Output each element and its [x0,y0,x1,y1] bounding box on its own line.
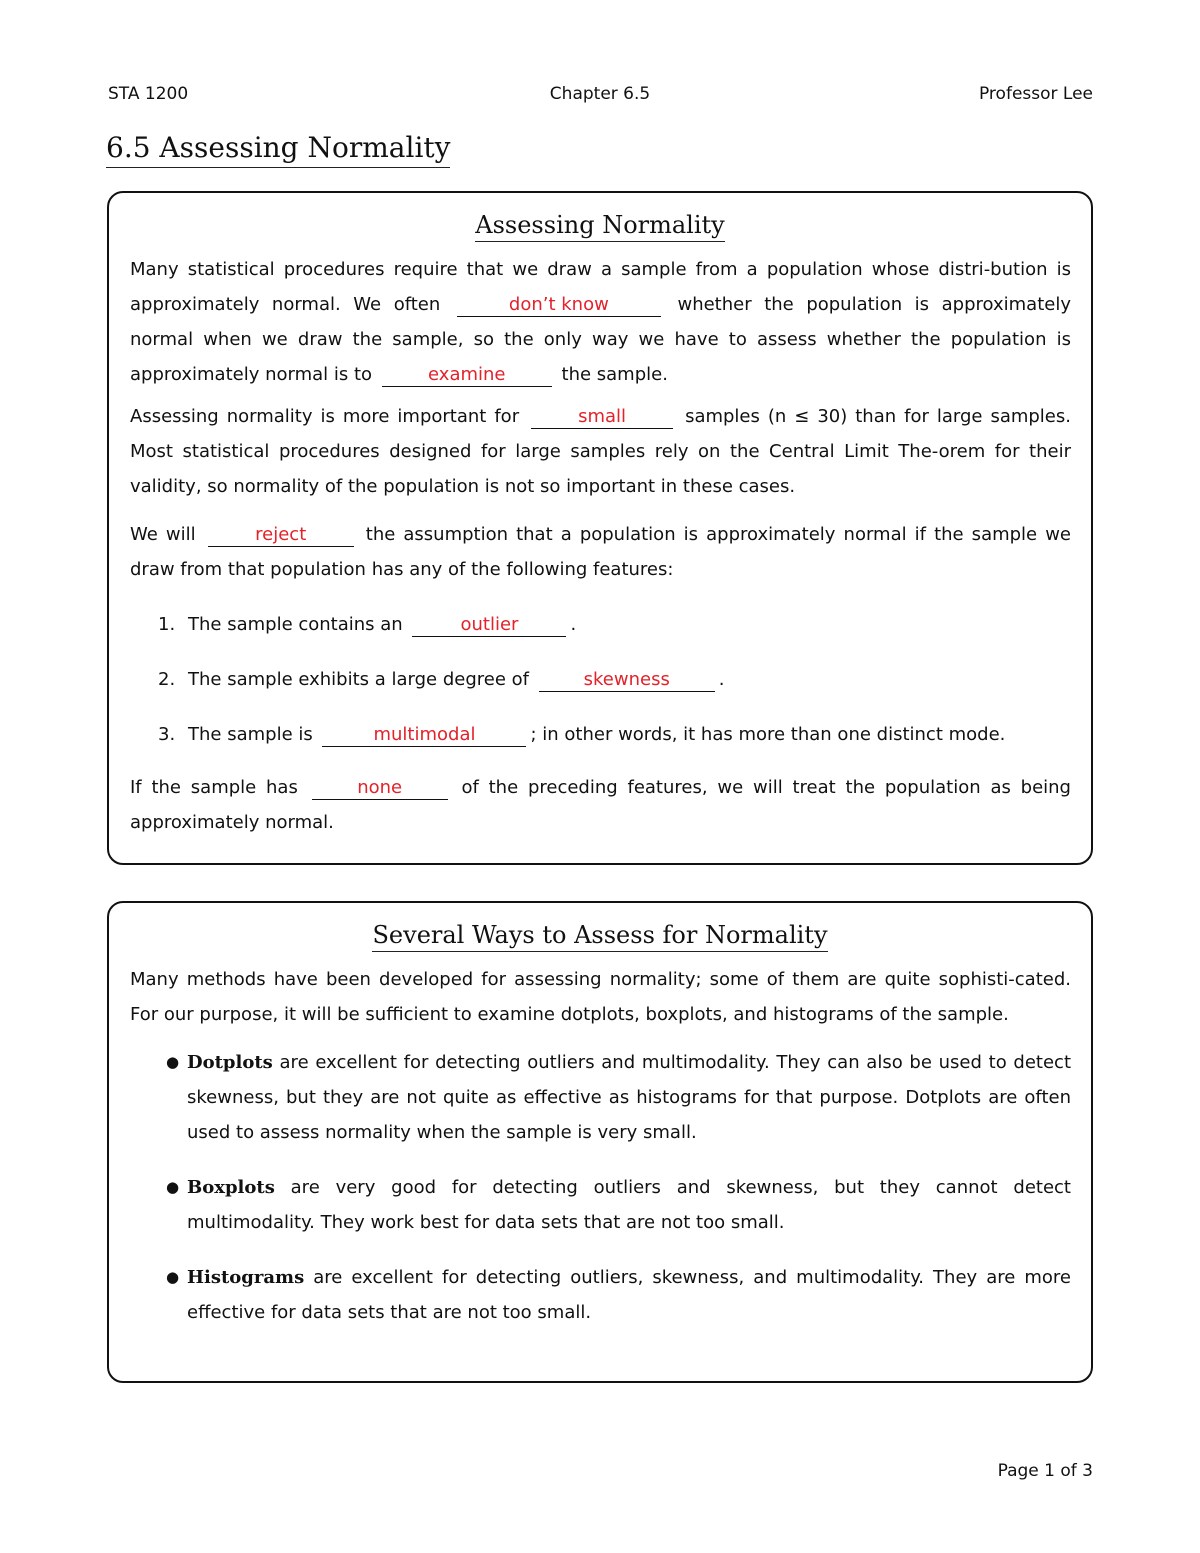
answer-blank: none [312,777,448,800]
assessing-normality-box [107,191,1093,865]
answer-blank: multimodal [322,724,526,747]
box-title: Assessing Normality [109,211,1091,239]
answer-blank: don’t know [457,294,661,317]
list-item: ● Boxplots are very good for detecting outliers and skewness, but they cannot detect multimodality. They work best for data sets that are not too small. [130,1170,1071,1240]
answer-blank: small [531,406,673,429]
answer-blank: skewness [539,669,715,692]
bullet-icon: ● [166,1178,180,1196]
paragraph: We will reject the assumption that a population is approximately normal if the sample we draw from that population has any of the following features: [130,524,1071,580]
chapter-label: Chapter 6.5 [549,84,651,104]
list-item: 1. The sample contains an outlier . [158,614,577,635]
feature-list [130,607,1071,752]
method-list [130,1045,1071,1330]
instructor-name: Professor Lee [978,84,1093,104]
list-item: 2. The sample exhibits a large degree of skewness . [158,669,725,690]
box-title: Several Ways to Assess for Normality [109,921,1091,949]
answer-blank: examine [382,364,552,387]
answer-blank: reject [208,524,354,547]
paragraph: Many statistical procedures require that we draw a sample from a population whose distri-bution is approximately normal. We often don’t know whether the population is approximately normal when we draw the sample, so the only way we have to assess whether the population is approximately normal is to examine the sample. [130,259,1071,385]
paragraph: If the sample has none of the preceding features, we will treat the population as being approximately normal. [130,777,1071,833]
paragraph: Assessing normality is more important for small samples (n ≤ 30) than for large samples. Most statistical procedures designed for large samples rely on the Central Limit The-orem for their validity, so normality of the population is not so important in these cases. [130,406,1071,497]
ways-to-assess-box [107,901,1093,1383]
course-code: STA 1200 [108,84,189,104]
page-number: Page 1 of 3 [997,1461,1093,1481]
list-item: 3. The sample is multimodal ; in other words, it has more than one distinct mode. [158,724,1006,745]
page-title: 6.5 Assessing Normality [106,132,450,168]
paragraph: Many methods have been developed for assessing normality; some of them are quite sophisti-cated. For our purpose, it will be sufficient to examine dotplots, boxplots, and histograms of the sample. [130,969,1071,1025]
list-item: ● Histograms are excellent for detecting outliers, skewness, and multimodality. They are more effective for data sets that are not too small. [130,1260,1071,1330]
bullet-icon: ● [166,1053,180,1071]
bullet-icon: ● [166,1268,180,1286]
answer-blank: outlier [412,614,566,637]
list-item: ● Dotplots are excellent for detecting outliers and multimodality. They can also be used to detect skewness, but they are not quite as effective as histograms for that purpose. Dotplots are often used to assess normality when the sample is very small. [130,1045,1071,1150]
